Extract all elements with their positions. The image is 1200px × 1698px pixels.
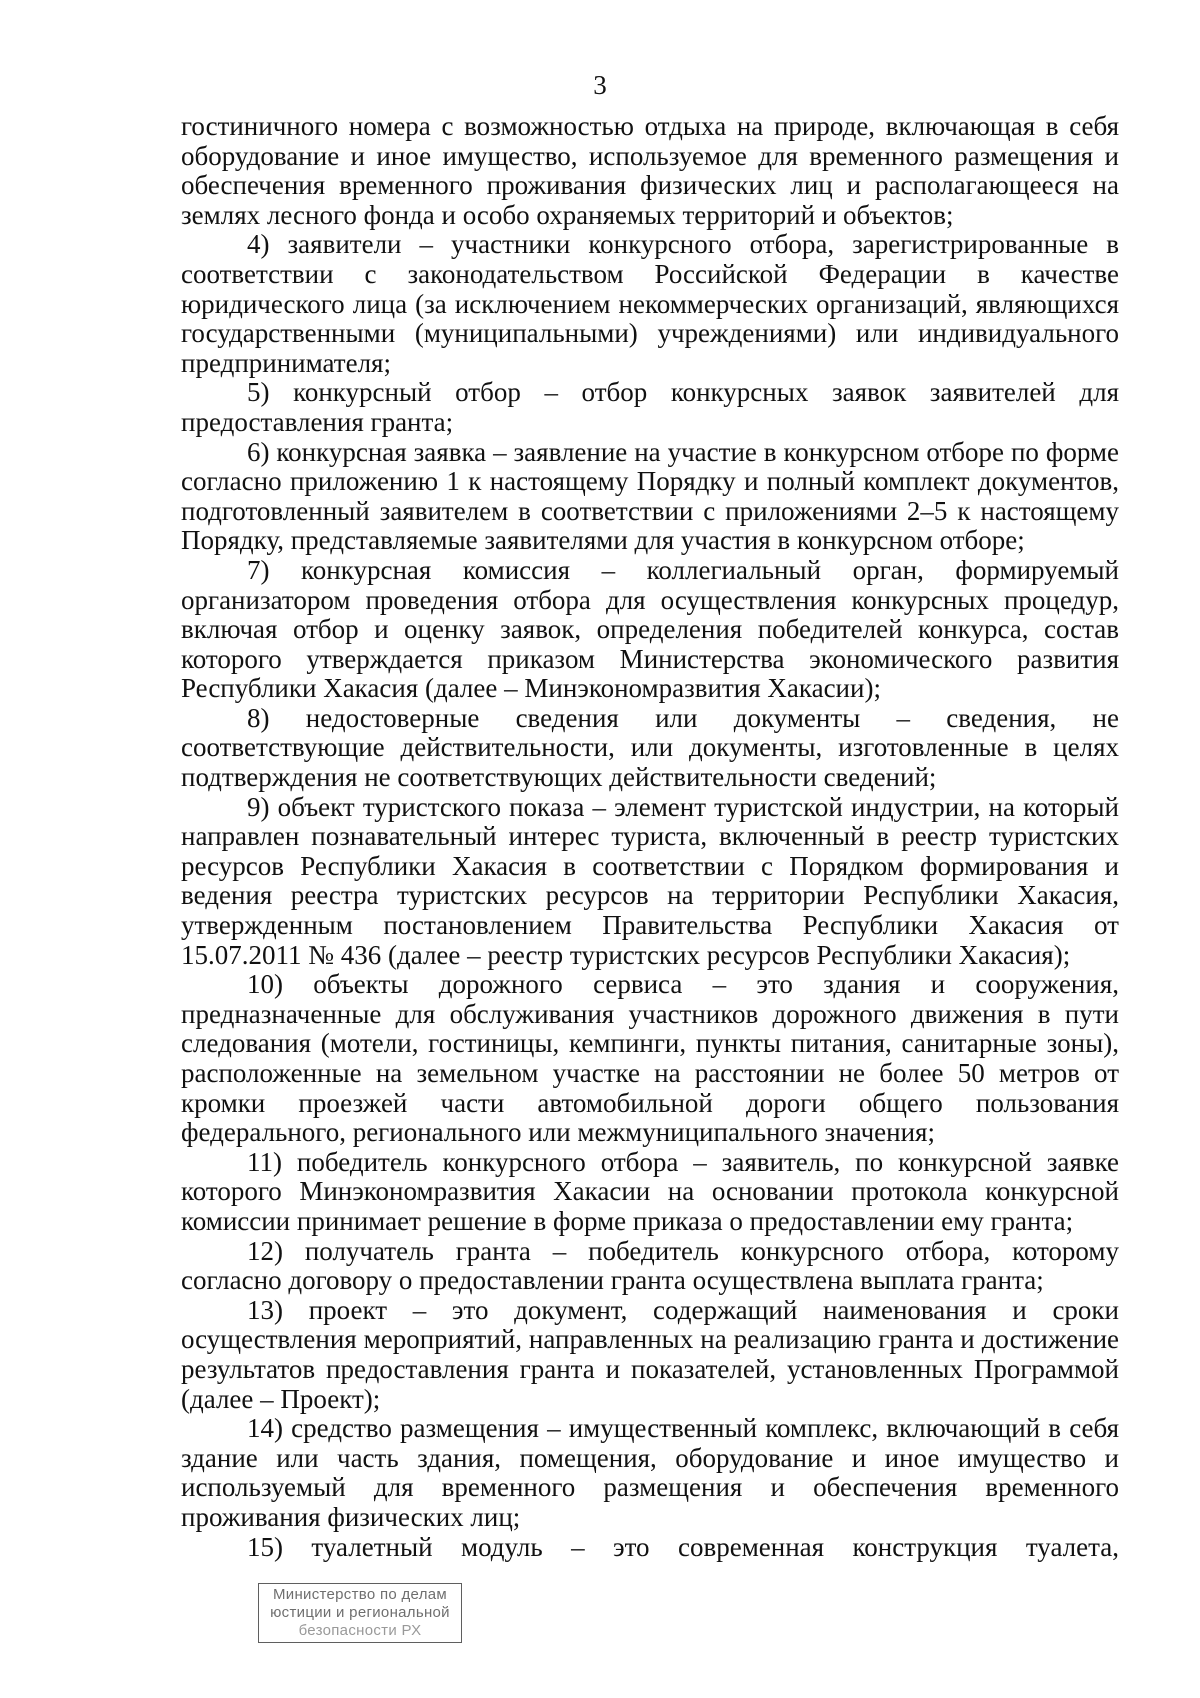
paragraph-item-11: 11) победитель конкурсного отбора – заявитель, по конкурсной заявке которого Минэкономразвития Хакасии на основании протокола конкурсной комиссии принимает решение в форме приказа о предоставлении ему гранта; <box>181 1146 1119 1236</box>
paragraph-item-7: 7) конкурсная комиссия – коллегиальный орган, формируемый организатором проведения отбора для осуществления конкурсных процедур, включая отбор и оценку заявок, определения победителей конкурса, состав которого утверждается приказом Министерства экономического развития Республики Хакасия (далее – Минэкономразвития Хакасии); <box>181 554 1119 704</box>
paragraph-item-10: 10) объекты дорожного сервиса – это здания и сооружения, предназначенные для обслуживания участников дорожного движения в пути следования (мотели, гостиницы, кемпинги, пункты питания, санитарные зоны), расположенные на земельном участке на расстоянии не более 50 метров от кромки проезжей части автомобильной дороги общего пользования федерального, регионального или межмуниципального значения; <box>181 969 1119 1148</box>
stamp-line-1: Министерство по делам <box>272 1586 448 1603</box>
paragraph-item-13: 13) проект – это документ, содержащий наименования и сроки осуществления мероприятий, направленных на реализацию гранта и достижение результатов предоставления гранта и показателей, установленных Программой (далее – Проект); <box>181 1294 1119 1414</box>
paragraph-item-4: 4) заявители – участники конкурсного отбора, зарегистрированные в соответствии с законодательством Российской Федерации в качестве юридического лица (за исключением некоммерческих организаций, являющихся государственными (муниципальными) учреждениями) или индивидуального предпринимателя; <box>181 229 1119 378</box>
paragraph-item-14: 14) средство размещения – имущественный комплекс, включающий в себя здание или часть здания, помещения, оборудование и иное имущество и используемый для временного размещения и обеспечения временного проживания физических лиц; <box>181 1413 1119 1532</box>
stamp-line-2: юстиции и региональной <box>270 1604 450 1621</box>
paragraph-item-12: 12) получатель гранта – победитель конкурсного отбора, которому согласно договору о предоставлении гранта осуществлена выплата гранта; <box>181 1235 1119 1296</box>
page-number: 3 <box>593 70 607 100</box>
paragraph-continuation: гостиничного номера с возможностью отдыха на природе, включающая в себя оборудование и иное имущество, используемое для временного размещения и обеспечения временного проживания физических лиц и располагающееся на землях лесного фонда и особо охраняемых территорий и объектов; <box>181 111 1119 230</box>
stamp-line-3: безопасности РХ <box>298 1622 422 1639</box>
paragraph-item-6: 6) конкурсная заявка – заявление на участие в конкурсном отборе по форме согласно приложению 1 к настоящему Порядку и полный комплект документов, подготовленный заявителем в соответствии с приложениями 2–5 к настоящему Порядку, представляемые заявителями для участия в конкурсном отборе; <box>181 436 1119 556</box>
registration-stamp <box>258 1583 462 1643</box>
paragraph-item-9: 9) объект туристского показа – элемент туристской индустрии, на который направлен познавательный интерес туриста, включенный в реестр туристских ресурсов Республики Хакасия в соответствии с Порядком формирования и ведения реестра туристских ресурсов на территории Республики Хакасия, утвержденным постановлением Правительства Республики Хакасия от 15.07.2011 № 436 (далее – реестр туристских ресурсов Республики Хакасия); <box>181 791 1119 970</box>
paragraph-item-8: 8) недостоверные сведения или документы – сведения, не соответствующие действительности, или документы, изготовленные в целях подтверждения не соответствующих действительности сведений; <box>181 702 1119 793</box>
paragraph-item-15: 15) туалетный модуль – это современная конструкция туалета, <box>247 1531 1119 1562</box>
paragraph-item-5: 5) конкурсный отбор – отбор конкурсных заявок заявителей для предоставления гранта; <box>181 377 1119 437</box>
document-body <box>181 112 1119 1562</box>
